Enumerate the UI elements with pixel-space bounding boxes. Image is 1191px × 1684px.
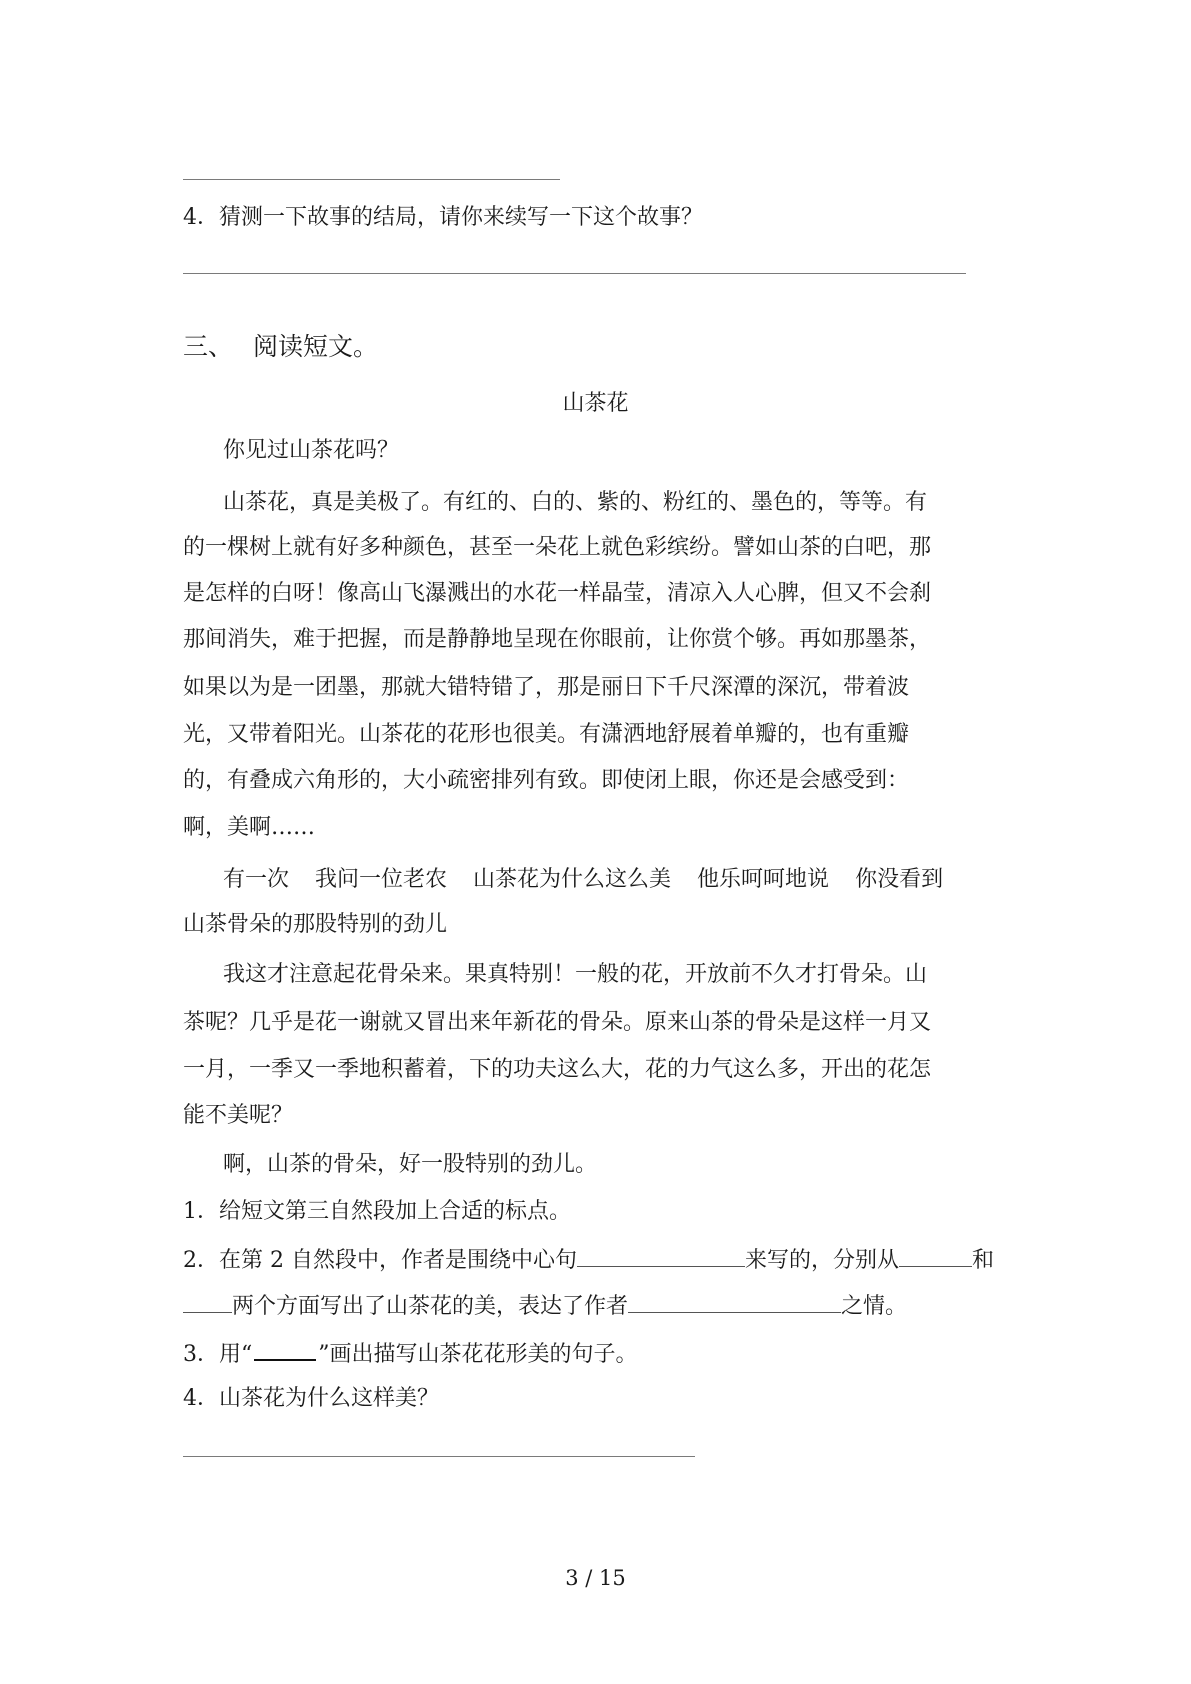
passage-paragraph-3-line-2: 山茶骨朵的那股特别的劲儿 [183,912,448,937]
passage-title: 山茶花 [562,391,629,416]
fill-blank[interactable] [183,1290,232,1313]
p3-segment: 有一次 [223,867,290,892]
passage-paragraph-1: 你见过山茶花吗？ [223,438,400,463]
underline-sample [254,1337,316,1361]
section-heading [183,330,378,364]
question-3: 3．用“ ”画出描写山茶花花形美的句子。 [183,1337,638,1370]
passage-line: 是怎样的白呀！像高山飞瀑溅出的水花一样晶莹，清凉入人心脾，但又不会刹 [183,581,932,606]
passage-line: 能不美呢？ [183,1103,294,1128]
question-4: 4．山茶花为什么这样美？ [183,1386,439,1411]
answer-line[interactable] [183,1456,695,1457]
passage-line: 那间消失，难于把握，而是静静地呈现在你眼前，让你赏个够。再如那墨茶， [183,627,932,652]
p3-segment: 他乐呵呵地说 [697,867,830,892]
p3-segment: 我问一位老农 [315,867,448,892]
passage-paragraph-3-line-1 [223,865,943,895]
fill-blank[interactable] [577,1244,745,1267]
question-2-line-2: 两个方面写出了山茶花的美，表达了作者 之情。 [183,1290,907,1322]
page-number: 3 / 15 [565,1566,626,1590]
question-4-prev: 4．猜测一下故事的结局，请你来续写一下这个故事？ [183,205,703,230]
section-number: 三、 [183,332,234,361]
p3-segment: 你没看到 [855,867,944,892]
question-1: 1．给短文第三自然段加上合适的标点。 [183,1199,571,1224]
passage-line: 光，又带着阳光。山茶花的花形也很美。有潇洒地舒展着单瓣的，也有重瓣 [183,722,910,747]
answer-line [183,273,966,274]
question-2-line-1: 2．在第 2 自然段中，作者是围绕中心句 来写的，分别从 和 [183,1244,994,1276]
fill-blank[interactable] [899,1244,972,1267]
passage-line: 茶呢？几乎是花一谢就又冒出来年新花的骨朵。原来山茶的骨朵是这样一月又 [183,1010,932,1035]
passage-line: 的，有叠成六角形的，大小疏密排列有致。即使闭上眼，你还是会感受到： [183,768,910,793]
answer-line [183,179,560,180]
section-title: 阅读短文。 [253,332,379,361]
passage-line: 一月，一季又一季地积蓄着，下的功夫这么大，花的力气这么多，开出的花怎 [183,1057,932,1082]
fill-blank[interactable] [628,1290,841,1313]
passage-line: 我这才注意起花骨朵来。果真特别！一般的花，开放前不久才打骨朵。山 [223,962,928,987]
passage-line: 山茶花，真是美极了。有红的、白的、紫的、粉红的、墨色的，等等。有 [223,490,928,515]
passage-line: 啊，美啊…… [183,815,316,840]
passage-paragraph-5: 啊，山茶的骨朵，好一股特别的劲儿。 [223,1152,598,1177]
passage-line: 的一棵树上就有好多种颜色，甚至一朵花上就色彩缤纷。譬如山茶的白吧，那 [183,535,932,560]
passage-line: 如果以为是一团墨，那就大错特错了，那是丽日下千尺深潭的深沉，带着波 [183,675,910,700]
p3-segment: 山茶花为什么这么美 [473,867,672,892]
